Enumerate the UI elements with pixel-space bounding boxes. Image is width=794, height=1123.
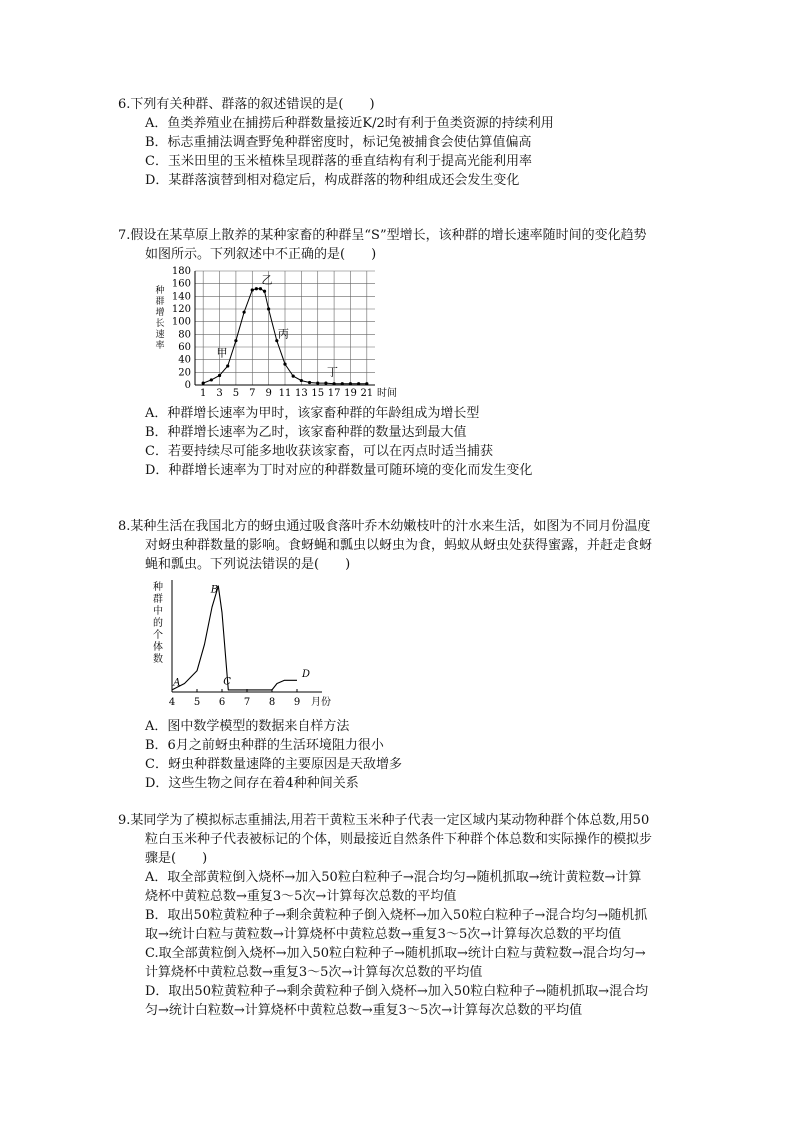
q9-option-d-line2: 匀→统计白粒数→计算烧杯中黄粒总数→重复3～5次→计算每次总数的平均值 [145, 1003, 583, 1018]
x-tick-label: 19 [344, 388, 357, 399]
q6-option-a: A．鱼类养殖业在捕捞后种群数量接近K/2时有利于鱼类资源的持续利用 [145, 116, 554, 131]
data-point [316, 382, 319, 385]
data-point [210, 378, 213, 381]
q9-stem-line1: 9.某同学为了模拟标志重捕法,用若干黄粒玉米种子代表一定区域内某动物种群个体总数,用50 [118, 813, 650, 828]
data-point [292, 375, 295, 378]
y-axis-label-char: 率 [155, 341, 165, 351]
data-point [263, 290, 266, 293]
q9-option-d [118, 982, 708, 1020]
q9-option-c-line1: C.取全部黄粒倒入烧杯→加入50粒白粒种子→随机抓取→统计白粒与黄粒数→混合均匀→ [145, 946, 646, 961]
y-tick-label: 20 [178, 367, 191, 379]
y-tick-label: 180 [171, 266, 191, 277]
q8-option-b: B．6月之前蚜虫种群的生活环境阻力很小 [145, 738, 384, 753]
x-tick-label: 4 [168, 697, 176, 708]
x-tick-label: 15 [311, 388, 325, 399]
question-7-options [118, 404, 708, 480]
data-point [283, 363, 286, 366]
point-annotation: 丁 [326, 365, 338, 379]
question-7 [118, 226, 708, 264]
q8-stem [118, 517, 708, 574]
y-tick-label: 40 [178, 354, 191, 366]
x-tick-label: 3 [216, 388, 223, 399]
x-tick-label: 21 [360, 388, 374, 399]
q6-option-c: C．玉米田里的玉米植株呈现群落的垂直结构有利于提高光能利用率 [145, 154, 532, 169]
y-axis-label-char: 种 [155, 286, 165, 296]
y-tick-label: 120 [171, 304, 191, 315]
x-tick-label: 9 [265, 388, 272, 399]
y-tick-label: 0 [184, 380, 191, 391]
q9-option-a-line2: 烧杯中黄粒总数→重复3～5次→计算每次总数的平均值 [145, 889, 457, 904]
curve-point-label: C [223, 676, 231, 688]
curve-point-label: B [210, 584, 219, 596]
q8-stem-line1: 8.某种生活在我国北方的蚜虫通过吸食落叶乔木幼嫩枝叶的汁水来生活，如图为不同月份温度 [118, 519, 651, 534]
x-tick-label: 6 [218, 697, 226, 708]
q9-stem-line2: 粒白玉米种子代表被标记的个体，则最接近自然条件下种群个体总数和实际操作的模拟步 [145, 832, 653, 847]
data-point [259, 287, 262, 290]
x-tick-label: 7 [243, 697, 251, 708]
x-tick-label: 5 [193, 697, 201, 708]
y-axis-label-char: 群 [153, 594, 163, 605]
q9-option-d-line1: D．取出50粒黄粒种子→剩余黄粒种子倒入烧杯→加入50粒白粒种子→随机抓取→混合均 [145, 984, 649, 999]
y-axis-label-char: 增 [155, 308, 165, 318]
question-9 [118, 811, 708, 1020]
y-tick-label: 60 [178, 342, 191, 353]
q9-stem-line3: 骤是( ) [145, 851, 208, 866]
q7-option-c: C．若要持续尽可能多地收获该家畜，可以在丙点时适当捕获 [145, 444, 493, 459]
q9-option-a [118, 868, 708, 906]
y-axis-label-char: 数 [153, 654, 163, 665]
q6-option-b: B．标志重捕法调查野兔种群密度时，标记兔被捕食会使估算值偏高 [145, 135, 532, 150]
q7-option-d: D．种群增长速率为丁时对应的种群数量可随环境的变化而发生变化 [145, 463, 533, 478]
q7-stem [118, 226, 708, 264]
q8-option-d: D．这些生物之间存在着4种种间关系 [145, 776, 359, 791]
question-6 [118, 95, 708, 190]
q9-option-b-line2: 取→统计白粒与黄粒数→计算烧杯中黄粒总数→重复3～5次→计算每次总数的平均值 [145, 927, 622, 942]
data-point [357, 382, 360, 385]
data-point [226, 364, 229, 367]
q7-stem-line1: 7.假设在某草原上散养的某种家畜的种群呈“S”型增长，该种群的增长速率随时间的变化趋势 [118, 228, 647, 243]
x-tick-label: 7 [249, 388, 256, 399]
y-axis-label-char: 速 [155, 330, 165, 340]
q7-option-a: A．种群增长速率为甲时，该家畜种群的年龄组成为增长型 [145, 406, 480, 421]
q9-stem [118, 811, 708, 868]
point-annotation: 丙 [277, 327, 289, 341]
y-tick-label: 140 [171, 291, 191, 303]
data-point [242, 311, 245, 314]
q8-stem-line2: 对蚜虫种群数量的影响。食蚜蝇和瓢虫以蚜虫为食，蚂蚁从蚜虫处获得蜜露，并赶走食蚜 [145, 538, 653, 553]
q7-stem-line2: 如图所示。下列叙述中不正确的是( ) [145, 247, 377, 262]
question-8-options [118, 717, 708, 793]
q9-option-a-line1: A．取全部黄粒倒入烧杯→加入50粒白粒种子→混合均匀→随机抓取→统计黄粒数→计算 [145, 870, 642, 885]
data-point [308, 381, 311, 384]
q9-option-c-line2: 计算烧杯中黄粒总数→重复3～5次→计算每次总数的平均值 [145, 965, 483, 980]
question-8 [118, 517, 708, 574]
data-point [332, 382, 335, 385]
q9-option-c [118, 944, 708, 982]
data-point [365, 382, 368, 385]
y-axis-label-char: 体 [153, 642, 163, 653]
point-annotation: 甲 [216, 346, 228, 360]
aphid-population-chart [150, 576, 340, 716]
y-axis-label-char: 个 [153, 630, 163, 641]
point-annotation: 乙 [261, 273, 273, 287]
x-tick-label: 11 [278, 388, 292, 399]
q6-stem: 6.下列有关种群、群落的叙述错误的是( ) [118, 97, 375, 112]
y-tick-label: 80 [178, 329, 191, 341]
y-tick-label: 160 [171, 278, 191, 290]
x-tick-label: 5 [232, 388, 240, 399]
data-point [341, 382, 344, 385]
x-tick-label: 1 [199, 388, 207, 399]
q8-option-a: A．图中数学模型的数据来自样方法 [145, 719, 350, 734]
y-axis-label-char: 中 [153, 606, 163, 617]
y-axis-label-char: 的 [153, 618, 163, 629]
curve-point-label: A [173, 677, 181, 689]
x-tick-label: 17 [327, 388, 341, 399]
y-axis-label-char: 种 [153, 582, 163, 593]
q9-option-b-line1: B．取出50粒黄粒种子→剩余黄粒种子倒入烧杯→加入50粒白粒种子→混合均匀→随机抓 [145, 908, 648, 923]
x-tick-label: 9 [293, 697, 301, 708]
data-point [202, 382, 205, 385]
y-axis-label-char: 长 [155, 319, 165, 329]
y-tick-label: 100 [171, 316, 191, 328]
growth-rate-chart [150, 265, 410, 405]
data-point [234, 339, 237, 342]
q8-option-c: C．蚜虫种群数量速降的主要原因是天敌增多 [145, 757, 402, 772]
population-curve [172, 586, 297, 690]
data-point [349, 382, 352, 385]
data-point [324, 382, 327, 385]
curve-point-label: D [302, 669, 311, 681]
data-point [267, 307, 270, 310]
x-tick-label: 8 [268, 697, 276, 708]
x-axis-label: 时间 [377, 388, 397, 399]
data-point [255, 287, 258, 290]
data-point [300, 379, 303, 382]
q8-stem-line3: 蝇和瓢虫。下列说法错误的是( ) [145, 557, 351, 572]
y-axis-label-char: 群 [155, 297, 165, 307]
data-point [251, 288, 254, 291]
x-axis-label: 月份 [311, 697, 331, 708]
data-point [218, 374, 221, 377]
x-tick-label: 13 [294, 388, 308, 399]
q9-option-b [118, 906, 708, 944]
q6-option-d: D．某群落演替到相对稳定后，构成群落的物种组成还会发生变化 [145, 173, 520, 188]
q7-option-b: B．种群增长速率为乙时，该家畜种群的数量达到最大值 [145, 425, 467, 440]
